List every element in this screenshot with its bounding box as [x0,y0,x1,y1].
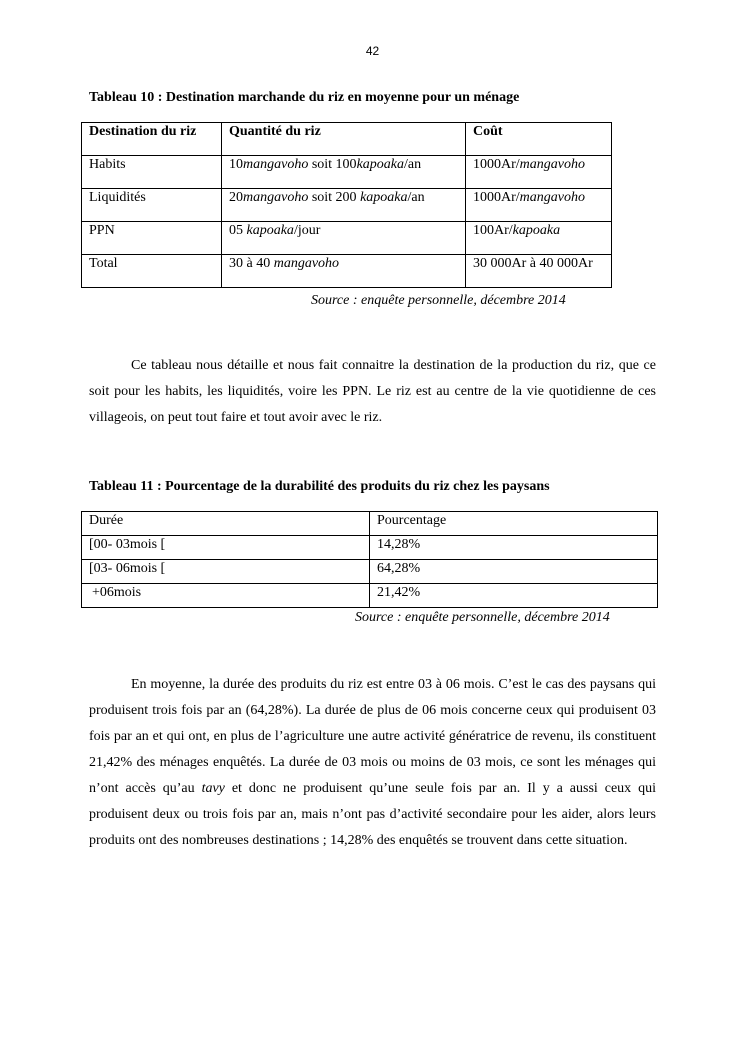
table10-cell-qty: 30 à 40 mangavoho [222,255,466,288]
table-row [82,584,658,608]
table10-header-cost: Coût [466,123,612,156]
table10-cell-dest: PPN [82,222,222,255]
table10-caption: Tableau 10 : Destination marchande du riz en moyenne pour un ménage [89,90,520,105]
table10-cell-cost: 1000Ar/mangavoho [466,189,612,222]
table-row [82,255,612,288]
table11-cell-duree: [00- 03mois [ [82,536,370,560]
table10 [81,122,612,288]
table10-cell-dest: Habits [82,156,222,189]
table10-cell-cost: 1000Ar/mangavoho [466,156,612,189]
table11 [81,511,658,608]
table11-header-pct: Pourcentage [370,512,658,536]
table-row [82,560,658,584]
table10-cell-dest: Liquidités [82,189,222,222]
table11-header-duree: Durée [82,512,370,536]
table10-cell-dest: Total [82,255,222,288]
table-row [82,222,612,255]
table10-source: Source : enquête personnelle, décembre 2014 [311,293,566,308]
table11-cell-duree: +06mois [82,584,370,608]
table10-cell-qty: 05 kapoaka/jour [222,222,466,255]
table11-cell-pct: 21,42% [370,584,658,608]
table10-header-dest: Destination du riz [82,123,222,156]
page-number: 42 [365,44,380,58]
table11-cell-pct: 14,28% [370,536,658,560]
table-row [82,189,612,222]
table10-header-row [82,123,612,156]
paragraph-2: En moyenne, la durée des produits du riz est entre 03 à 06 mois. C’est le cas des paysans qui produisent trois fois par an (64,28%). La durée de plus de 06 mois concerne ceux qui produisent 03 fois par an et qui ont, en plus de l’agriculture une autre activité génératrice de revenu, ils constituent 21,42% des ménages enquêtés. La durée de 03 mois ou moins de 03 mois, ce sont les ménages qui n’ont accès qu’au tavy et donc ne produisent qu’une seule fois par an. Il y a aussi ceux qui produisent deux ou trois fois par an, mais n’ont pas d’activité secondaire pour les aider, alors leurs produits ont des nombreuses destinations ; 14,28% des enquêtés se trouvent dans cette situation. [89,677,656,848]
table10-cell-qty: 20mangavoho soit 200 kapoaka/an [222,189,466,222]
table11-cell-duree: [03- 06mois [ [82,560,370,584]
table11-source: Source : enquête personnelle, décembre 2014 [355,610,610,625]
table11-header-row [82,512,658,536]
table11-cell-pct: 64,28% [370,560,658,584]
table10-cell-cost: 30 000Ar à 40 000Ar [466,255,612,288]
paragraph-1: Ce tableau nous détaille et nous fait connaitre la destination de la production du riz, que ce soit pour les habits, les liquidités, voire les PPN. Le riz est au centre de la vie quotidienne de ces villageois, on peut tout faire et tout avoir avec le riz. [89,358,656,425]
table11-caption: Tableau 11 : Pourcentage de la durabilité des produits du riz chez les paysans [89,479,550,494]
table10-cell-cost: 100Ar/kapoaka [466,222,612,255]
table-row [82,536,658,560]
table10-header-qty: Quantité du riz [222,123,466,156]
table-row [82,156,612,189]
table10-cell-qty: 10mangavoho soit 100kapoaka/an [222,156,466,189]
